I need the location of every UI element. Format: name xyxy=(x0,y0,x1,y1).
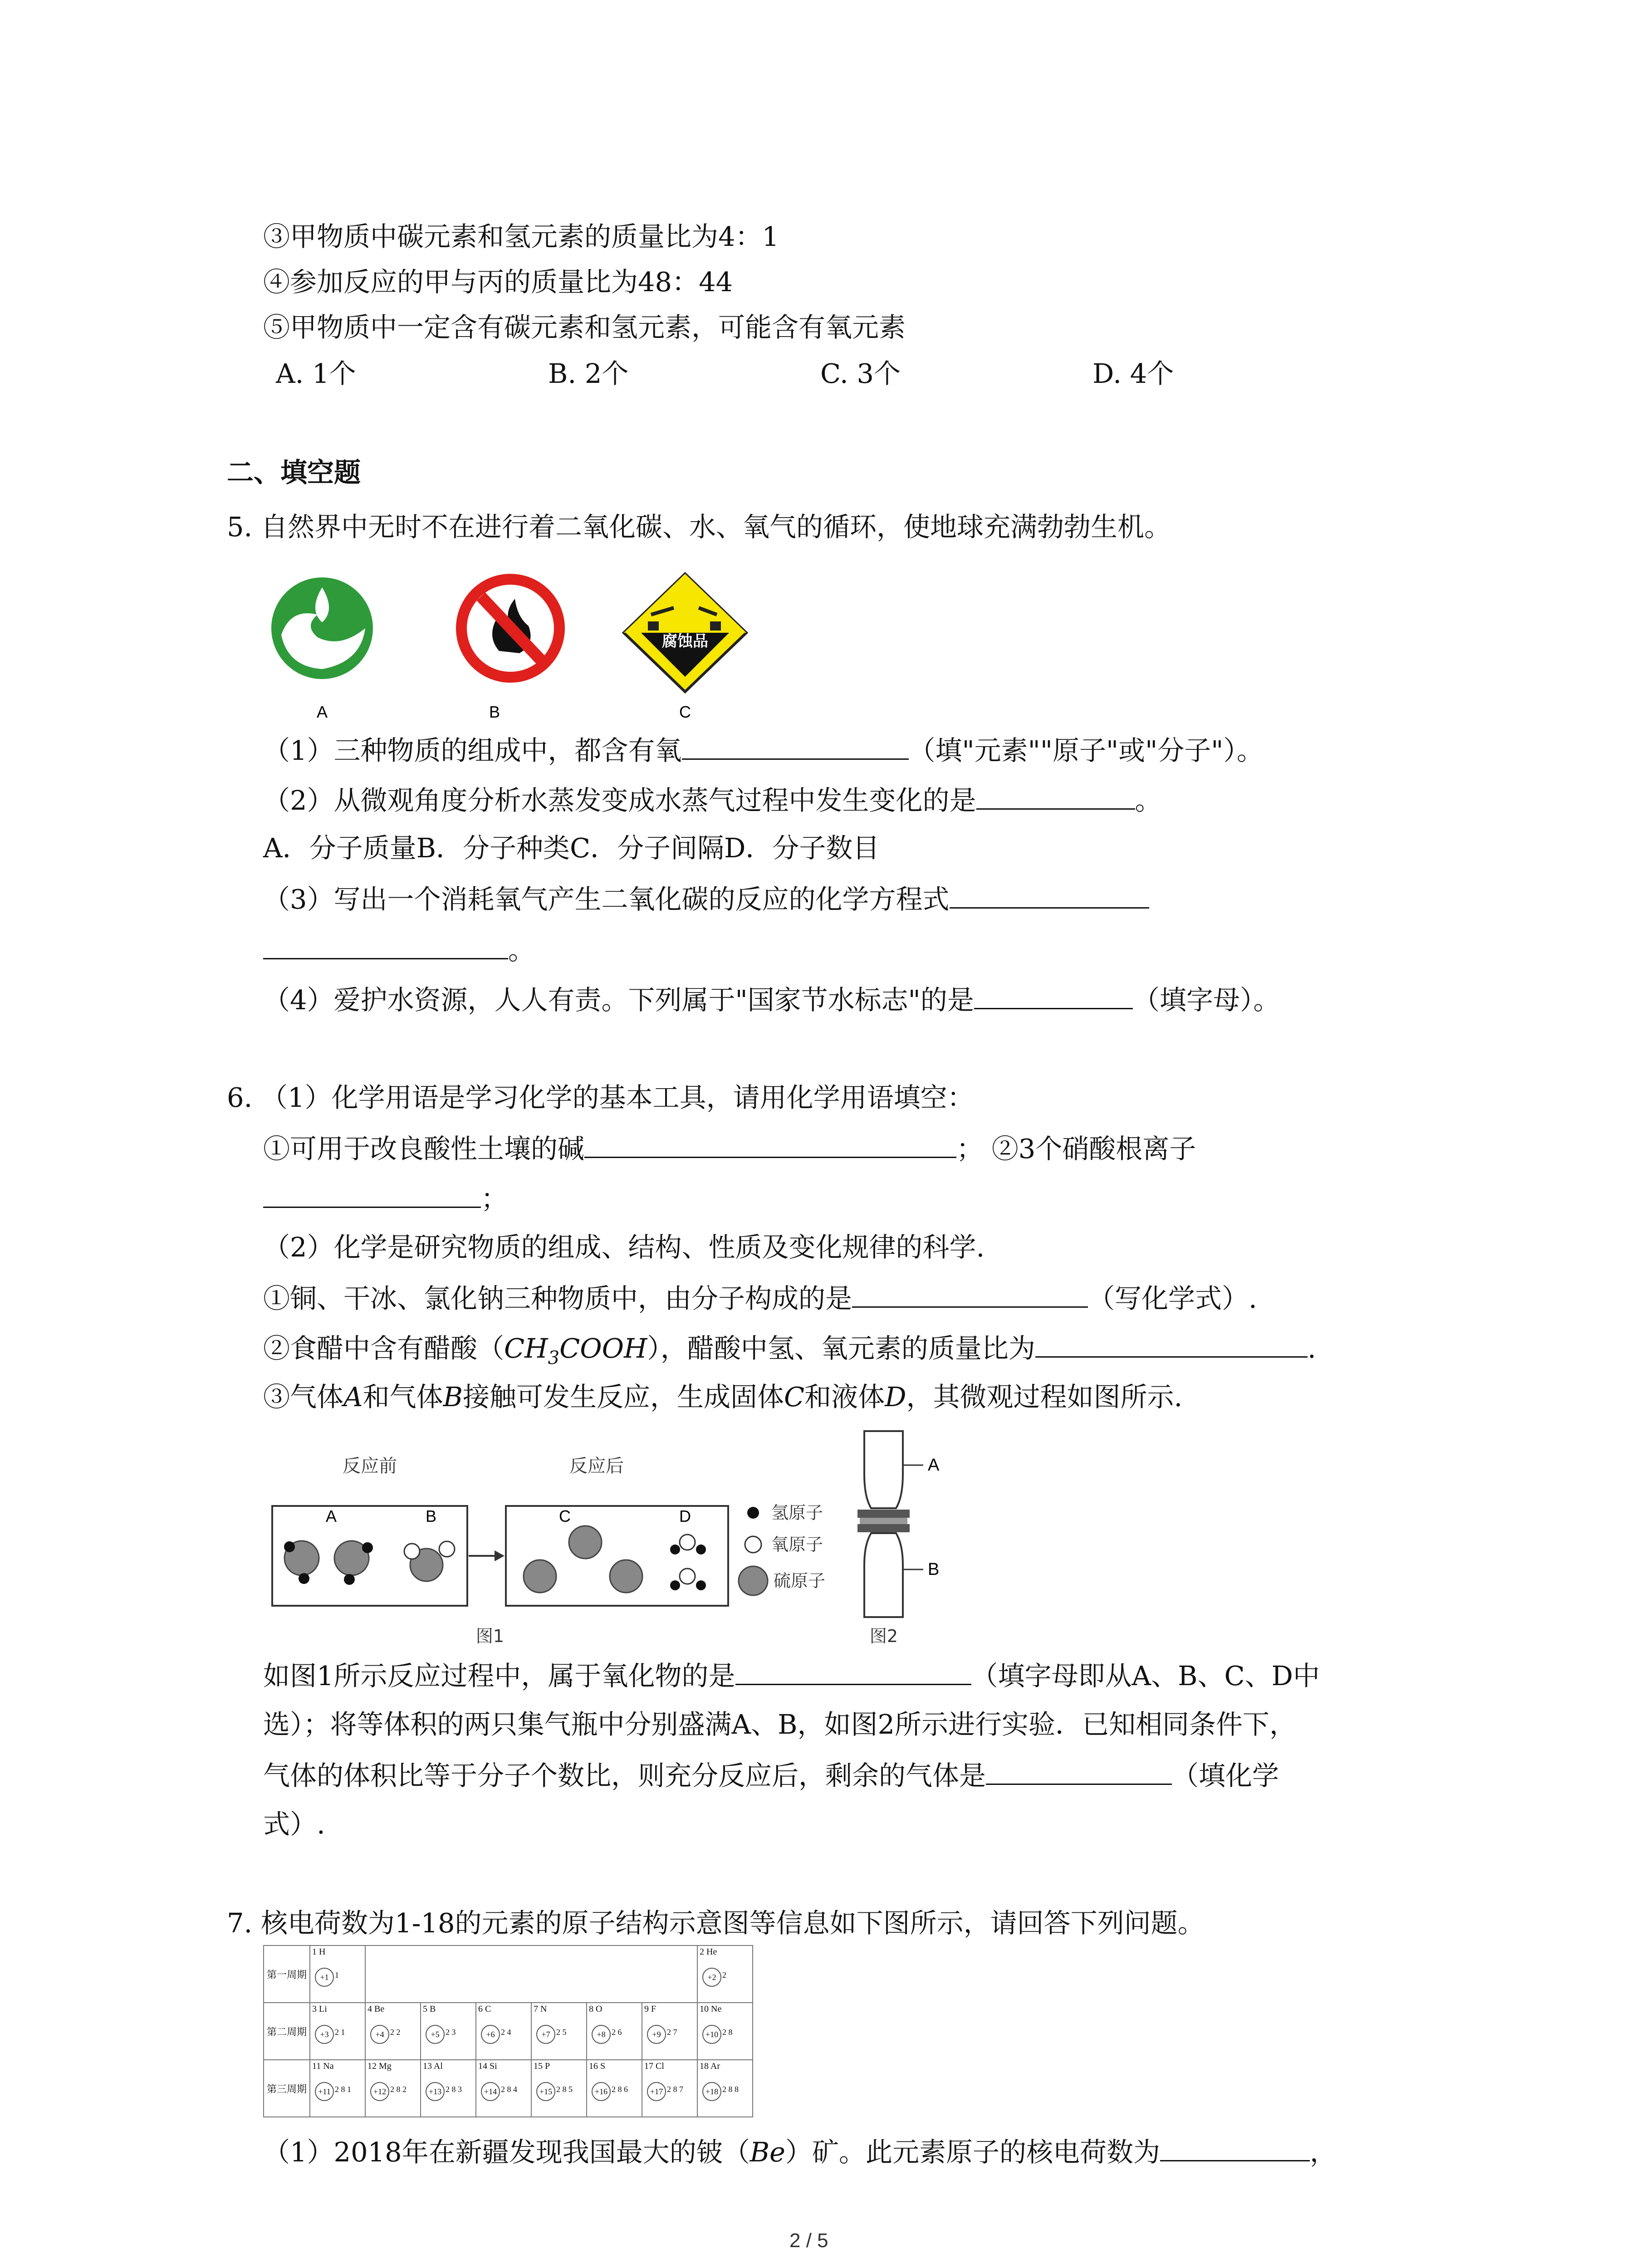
q6-blank-3[interactable] xyxy=(852,1279,1088,1308)
q6-line2 xyxy=(263,1129,1196,1167)
electron-shells: 2 8 2 xyxy=(390,2085,407,2094)
figure2-caption: 图2 xyxy=(869,1626,898,1646)
reaction-arrow xyxy=(495,1550,505,1561)
nucleus: +15 xyxy=(536,2082,555,2101)
period-label: 第二周期 xyxy=(264,2003,310,2060)
element-cell xyxy=(310,2003,365,2060)
nucleus: +4 xyxy=(370,2025,389,2044)
q6-l7-liquidD: D xyxy=(885,1381,906,1413)
q7-stem: 7. 核电荷数为1-18的元素的原子结构示意图等信息如下图所示，请回答下列问题。 xyxy=(227,1907,1205,1939)
nucleus: +1 xyxy=(315,1968,334,1987)
q5-part3-cont xyxy=(263,931,535,968)
logo-label-a: A xyxy=(316,703,328,721)
element-cell xyxy=(531,2060,587,2117)
q6-l6-tail: . xyxy=(1307,1333,1316,1364)
q5-opt-d: D．分子数目 xyxy=(724,832,880,864)
sulfur-atom xyxy=(610,1560,642,1593)
q4-option-c: C. 3个 xyxy=(820,358,901,389)
element-symbol: 15 P xyxy=(534,2061,550,2071)
element-symbol: 14 Si xyxy=(478,2061,497,2071)
q5-blank-3b[interactable] xyxy=(263,931,508,959)
legend-oxygen-icon xyxy=(745,1536,761,1553)
element-symbol: 4 Be xyxy=(367,2004,385,2014)
q6-l3-tail: ； xyxy=(481,1183,508,1214)
q4-option-a: A. 1个 xyxy=(276,358,356,389)
figure1-caption: 图1 xyxy=(475,1626,505,1646)
q5-part2-tail: 。 xyxy=(1135,785,1162,816)
q6-formula-subscript: 3 xyxy=(548,1348,560,1369)
element-symbol: 13 Al xyxy=(423,2061,443,2071)
element-cell xyxy=(697,2060,753,2117)
electron-shells: 2 2 xyxy=(390,2028,401,2037)
q6-line7 xyxy=(263,1379,1182,1415)
element-cell xyxy=(531,2003,587,2060)
h2o-molecule xyxy=(670,1535,706,1554)
period-label: 第三周期 xyxy=(264,2060,310,2117)
electron-shells: 2 6 xyxy=(612,2028,622,2037)
period-row-1 xyxy=(264,1945,753,2003)
gas-jars xyxy=(857,1431,923,1617)
q7-p1-text: （1）2018年在新疆发现我国最大的铍（ xyxy=(263,2136,750,2168)
q6-blank-4[interactable] xyxy=(1035,1329,1308,1358)
q6-l5-text: ①铜、干冰、氯化钠三种物质中，由分子构成的是 xyxy=(263,1283,852,1314)
q5-blank-4[interactable] xyxy=(974,981,1133,1009)
nucleus: +6 xyxy=(481,2025,500,2044)
period-label: 第一周期 xyxy=(264,1945,310,2003)
element-symbol: 3 Li xyxy=(312,2004,327,2014)
q5-part4 xyxy=(263,981,1280,1018)
electron-shells: 2 3 xyxy=(446,2028,456,2037)
element-symbol: 7 N xyxy=(534,2004,547,2014)
nucleus: +2 xyxy=(702,1968,721,1987)
element-symbol: 10 Ne xyxy=(700,2004,722,2014)
q5-part1-text: （1）三种物质的组成中，都含有氧 xyxy=(263,735,682,766)
so2-molecule xyxy=(404,1541,455,1581)
q5-part3-text: （3）写出一个消耗氧气产生二氧化碳的反应的化学方程式 xyxy=(263,884,950,915)
water-saving-logo xyxy=(271,577,373,679)
element-cell xyxy=(587,2003,642,2060)
q5-opt-b: B．分子种类 xyxy=(416,832,570,864)
q5-part1-tail: （填"元素""原子"或"分子"）。 xyxy=(908,735,1264,766)
h2o-molecule xyxy=(670,1569,706,1590)
q7-part1 xyxy=(263,2133,1337,2170)
electron-shells: 1 xyxy=(335,1970,339,1980)
q5-opt-a: A．分子质量 xyxy=(263,832,416,864)
nucleus: +16 xyxy=(592,2082,611,2101)
electron-shells: 2 xyxy=(722,1970,726,1980)
nucleus: +17 xyxy=(647,2082,666,2101)
page-number: 2 / 5 xyxy=(789,2229,828,2252)
q5-part4-text: （4）爱护水资源，人人有责。下列属于"国家节水标志"的是 xyxy=(263,984,974,1016)
q6-l7-solidC: C xyxy=(784,1381,805,1413)
q5-logos xyxy=(263,572,767,726)
q6-blank-6[interactable] xyxy=(986,1756,1172,1785)
h2s-molecule xyxy=(334,1541,373,1585)
electron-shells: 2 7 xyxy=(667,2028,677,2037)
electron-shells: 2 1 xyxy=(335,2028,345,2037)
logo-label-b: B xyxy=(489,703,500,721)
label-before: 反应前 xyxy=(343,1456,397,1476)
element-cell xyxy=(421,2060,476,2117)
legend-hydrogen-icon xyxy=(747,1507,759,1519)
q6-l7-a: ③气体 xyxy=(263,1381,344,1413)
nucleus: +14 xyxy=(481,2082,500,2101)
element-symbol: 11 Na xyxy=(312,2061,334,2071)
legend-oxygen: 氧原子 xyxy=(771,1535,823,1554)
q6-l8-tail: （填字母即从A、B、C、D中 xyxy=(971,1660,1320,1691)
q6-line8 xyxy=(263,1657,1320,1694)
nucleus: +13 xyxy=(426,2082,445,2101)
nucleus: +7 xyxy=(536,2025,555,2044)
element-symbol: 1 H xyxy=(312,1947,326,1957)
element-symbol: 9 F xyxy=(644,2004,656,2014)
h2s-molecule xyxy=(284,1541,319,1584)
q4-item-5: ⑤甲物质中一定含有碳元素和氢元素，可能含有氧元素 xyxy=(263,312,906,343)
nucleus: +11 xyxy=(315,2082,334,2101)
corrosive-logo xyxy=(624,574,746,692)
electron-shells: 2 8 4 xyxy=(501,2085,517,2094)
periodic-table xyxy=(263,1945,753,2117)
q6-l10-tail: （填化学 xyxy=(1172,1760,1279,1791)
q6-reaction-figure xyxy=(268,1429,1012,1651)
element-symbol: 16 S xyxy=(589,2061,606,2071)
q6-line3 xyxy=(263,1179,508,1217)
q5-stem: 5. 自然界中无时不在进行着二氧化碳、水、氧气的循环，使地球充满勃勃生机。 xyxy=(227,511,1171,543)
q6-line5 xyxy=(263,1279,1257,1317)
period-row-3 xyxy=(264,2060,753,2117)
q6-line9: 选）；将等体积的两只集气瓶中分别盛满A、B，如图2所示进行实验．已知相同条件下， xyxy=(263,1709,1297,1740)
q6-l7-gasA: A xyxy=(343,1381,363,1413)
q5-part1 xyxy=(263,731,1264,769)
q5-opt-c: C．分子间隔 xyxy=(569,832,725,864)
nucleus: +10 xyxy=(702,2025,721,2044)
element-cell xyxy=(476,2060,531,2117)
q6-l7-gasB: B xyxy=(443,1381,463,1413)
q5-part4-tail: （填字母）。 xyxy=(1132,984,1280,1016)
element-symbol: 6 C xyxy=(478,2004,491,2014)
q4-item-4: ④参加反应的甲与丙的质量比为48：44 xyxy=(263,266,733,298)
q6-line4: （2）化学是研究物质的组成、结构、性质及变化规律的科学. xyxy=(263,1232,985,1263)
element-cell xyxy=(697,2003,753,2060)
electron-shells: 2 8 1 xyxy=(335,2085,351,2094)
element-cell xyxy=(587,2060,642,2117)
q6-formula-part1: CH xyxy=(504,1333,548,1364)
q6-l7-b: 和气体 xyxy=(362,1381,443,1413)
mol-label-b: B xyxy=(425,1507,437,1525)
q5-blank-2[interactable] xyxy=(976,781,1135,810)
element-cell xyxy=(642,2003,697,2060)
q6-blank-1[interactable] xyxy=(584,1129,956,1158)
no-fire-logo xyxy=(456,574,565,683)
element-cell xyxy=(310,2060,365,2117)
element-symbol: 5 B xyxy=(423,2004,436,2014)
nucleus: +8 xyxy=(592,2025,611,2044)
q5-part2 xyxy=(263,781,1162,819)
logo-label-c: C xyxy=(679,703,691,721)
q6-l6-text: ②食醋中含有醋酸（ xyxy=(263,1333,505,1364)
legend-sulfur: 硫原子 xyxy=(774,1571,826,1591)
element-symbol: 8 O xyxy=(589,2004,603,2014)
q6-l7-c: 接触可发生反应，生成固体 xyxy=(463,1381,784,1413)
corrosive-sign-text: 腐蚀品 xyxy=(662,632,708,650)
element-cell xyxy=(642,2060,697,2117)
electron-shells: 2 5 xyxy=(556,2028,567,2037)
q6-line11: 式）. xyxy=(263,1809,325,1840)
element-symbol: 2 He xyxy=(700,1947,717,1957)
q5-blank-1[interactable] xyxy=(682,731,909,760)
legend-hydrogen: 氢原子 xyxy=(771,1503,823,1523)
q6-blank-5[interactable] xyxy=(735,1657,971,1685)
q7-p1-tail: ， xyxy=(1310,2136,1337,2168)
electron-shells: 2 8 8 xyxy=(722,2085,739,2094)
q6-line6 xyxy=(263,1329,1316,1376)
q7-be-symbol: Be xyxy=(749,2136,785,2168)
q6-stem: 6. （1）化学用语是学习化学的基本工具，请用化学用语填空： xyxy=(227,1082,974,1113)
element-cell xyxy=(365,2003,421,2060)
q6-l6-mid: ），醋酸中氢、氧元素的质量比为 xyxy=(647,1333,1035,1364)
q7-p1-mid: ）矿。此元素原子的核电荷数为 xyxy=(785,2136,1160,2168)
q6-l10-text: 气体的体积比等于分子个数比，则充分反应后，剩余的气体是 xyxy=(263,1760,986,1791)
sulfur-atom xyxy=(524,1560,556,1593)
mol-label-c: C xyxy=(559,1507,571,1525)
jar-label-b: B xyxy=(928,1560,940,1579)
q7-blank-1[interactable] xyxy=(1160,2133,1310,2161)
q4-option-b: B. 2个 xyxy=(548,358,629,389)
electron-shells: 2 4 xyxy=(501,2028,511,2037)
q6-line10 xyxy=(263,1756,1279,1794)
q6-l2-text: ①可用于改良酸性土壤的碱 xyxy=(263,1133,585,1164)
mol-label-d: D xyxy=(679,1507,691,1525)
sulfur-atom xyxy=(569,1526,602,1559)
electron-shells: 2 8 xyxy=(722,2028,733,2037)
q6-formula-part2: COOH xyxy=(559,1333,647,1364)
q4-item-3: ③甲物质中碳元素和氢元素的质量比为4：1 xyxy=(263,221,779,252)
element-cell xyxy=(310,1945,365,2003)
q6-blank-2[interactable] xyxy=(263,1179,481,1208)
q6-l2-tail: ； ②3个硝酸根离子 xyxy=(956,1133,1196,1164)
period-row-2 xyxy=(264,2003,753,2060)
legend-sulfur-icon xyxy=(739,1566,768,1595)
element-symbol: 18 Ar xyxy=(700,2061,720,2071)
nucleus: +18 xyxy=(702,2082,721,2101)
element-symbol: 17 Cl xyxy=(644,2061,664,2071)
q5-part3-tail: 。 xyxy=(508,934,535,966)
electron-shells: 2 8 7 xyxy=(667,2085,683,2094)
electron-shells: 2 8 3 xyxy=(446,2085,462,2094)
electron-shells: 2 8 6 xyxy=(612,2085,628,2094)
element-cell xyxy=(421,2003,476,2060)
q6-l5-tail: （写化学式）. xyxy=(1088,1283,1257,1314)
jar-label-a: A xyxy=(928,1456,940,1475)
q5-part3 xyxy=(263,880,1149,918)
q6-l8-text: 如图1所示反应过程中，属于氧化物的是 xyxy=(263,1660,735,1691)
nucleus: +3 xyxy=(315,2025,334,2044)
q5-part2-text: （2）从微观角度分析水蒸发变成水蒸气过程中发生变化的是 xyxy=(263,785,976,816)
nucleus: +9 xyxy=(647,2025,666,2044)
q5-options xyxy=(263,830,879,866)
nucleus: +5 xyxy=(426,2025,445,2044)
element-cell xyxy=(365,2060,421,2117)
mol-label-a: A xyxy=(325,1507,337,1525)
label-after: 反应后 xyxy=(569,1456,624,1476)
electron-shells: 2 8 5 xyxy=(556,2085,573,2094)
nucleus: +12 xyxy=(370,2082,389,2101)
q4-option-d: D. 4个 xyxy=(1092,358,1174,389)
q6-l7-d: 和液体 xyxy=(804,1381,885,1413)
element-cell xyxy=(697,1945,753,2003)
element-symbol: 12 Mg xyxy=(367,2061,392,2071)
section-title: 二、填空题 xyxy=(227,457,361,488)
q6-l7-e: ，其微观过程如图所示. xyxy=(906,1381,1183,1413)
q5-blank-3a[interactable] xyxy=(950,880,1149,909)
element-cell xyxy=(476,2003,531,2060)
